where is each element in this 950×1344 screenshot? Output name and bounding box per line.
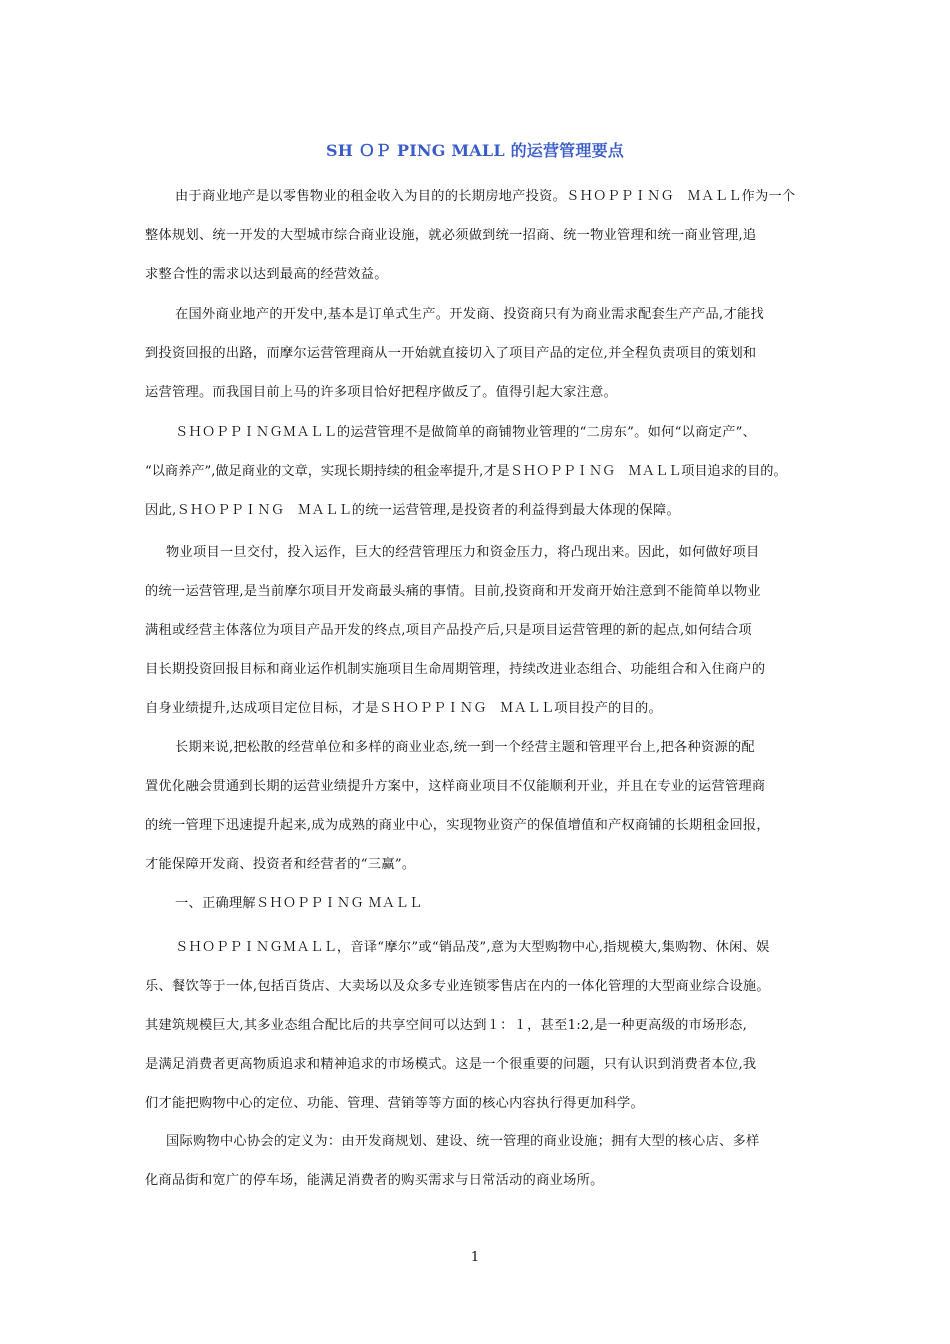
page-number: 1 — [470, 1250, 480, 1265]
paragraph-line: 其建筑规模巨大,其多业态组合配比后的共享空间可以达到１：１，甚至1:2,是一种更高级的市场形态, — [145, 1018, 748, 1033]
section-heading — [145, 884, 817, 923]
paragraph — [145, 928, 817, 1123]
paragraph-line: 的统一管理下迅速提升起来,成为成熟的商业中心，实现物业资产的保值增值和产权商铺的长期租金回报， — [145, 818, 770, 833]
paragraph-line: 自身业绩提升,达成项目定位目标，才是ＳＨＯＰＰＩＮＧ ＭＡＬＬ项目投产的目的。 — [145, 701, 663, 716]
paragraph-line: “以商养产”,做足商业的文章，实现长期持续的租金率提升,才是ＳＨＯＰＰＩＮＧ ＭＡＬＬ项目追求的目的。 — [145, 464, 787, 479]
paragraph-line: 整体规划、统一开发的大型城市综合商业设施，就必须做到统一招商、统一物业管理和统一商业管理,追 — [145, 228, 757, 243]
paragraph-line: 满租或经营主体落位为项目产品开发的终点,项目产品投产后,只是项目运营管理的新的起点,如何结合项 — [145, 623, 752, 638]
paragraph-line: 求整合性的需求以达到最高的经营效益。 — [145, 267, 388, 282]
paragraph-line: 因此,ＳＨＯＰＰＩＮＧ ＭＡＬＬ的统一运营管理,是投资者的利益得到最大体现的保障。 — [145, 503, 680, 518]
paragraph — [145, 177, 817, 294]
document-title: SH ＯＰ PING MALL 的运营管理要点 — [326, 141, 624, 160]
paragraph-line: 才能保障开发商、投资者和经营者的“三赢”。 — [145, 857, 416, 872]
paragraph — [145, 413, 817, 530]
paragraph — [145, 728, 817, 884]
paragraph-line: 目长期投资回报目标和商业运作机制实施项目生命周期管理，持续改进业态组合、功能组合和入住商户的 — [145, 662, 766, 677]
paragraph-line: ＳＨＯＰＰＩＮＧＭＡＬＬ，音译“摩尔”或“销品茂”,意为大型购物中心,指规模大,集购物、休闲、娱 — [175, 940, 770, 955]
paragraph-line: 是满足消费者更高物质追求和精神追求的市场模式。这是一个很重要的问题，只有认识到消费者本位,我 — [145, 1057, 757, 1072]
paragraph-line: 化商品街和宽广的停车场，能满足消费者的购买需求与日常活动的商业场所。 — [145, 1173, 604, 1188]
paragraph-line: 国际购物中心协会的定义为：由开发商规划、建设、统一管理的商业设施；拥有大型的核心店、多样 — [166, 1134, 760, 1149]
paragraph-line: 运营管理。而我国目前上马的许多项目恰好把程序做反了。值得引起大家注意。 — [145, 385, 618, 400]
paragraph — [145, 533, 817, 728]
paragraph-line: 物业项目一旦交付，投入运作，巨大的经营管理压力和资金压力，将凸现出来。因此，如何做好项目 — [166, 545, 760, 560]
paragraph-line: 乐、餐饮等于一体,包括百货店、大卖场以及众多专业连锁零售店在内的一体化管理的大型商业综合设施。 — [145, 979, 770, 994]
paragraph-line: 在国外商业地产的开发中,基本是订单式生产。开发商、投资商只有为商业需求配套生产产品,才能找 — [175, 307, 764, 322]
paragraph-line: ＳＨＯＰＰＩＮＧＭＡＬＬ的运营管理不是做简单的商铺物业管理的“二房东”。如何“以商定产”、 — [175, 425, 757, 440]
paragraph — [145, 295, 817, 412]
paragraph-line: 们才能把购物中心的定位、功能、管理、营销等等方面的核心内容执行得更加科学。 — [145, 1096, 645, 1111]
paragraph-line: 由于商业地产是以零售物业的租金收入为目的的长期房地产投资。ＳＨＯＰＰＩＮＧ ＭＡＬＬ作为一个 — [175, 189, 796, 204]
paragraph-line: 长期来说,把松散的经营单位和多样的商业业态,统一到一个经营主题和管理平台上,把各种资源的配 — [175, 740, 755, 755]
section-heading-text: 一、正确理解ＳＨＯＰＰＩＮＧ ＭＡＬＬ — [175, 896, 423, 911]
paragraph-line: 置优化融会贯通到长期的运营业绩提升方案中，这样商业项目不仅能顺利开业，并且在专业的运营管理商 — [145, 779, 766, 794]
paragraph — [145, 1122, 817, 1200]
paragraph-line: 的统一运营管理,是当前摩尔项目开发商最头痛的事情。目前,投资商和开发商开始注意到不能简单以物业 — [145, 584, 761, 599]
paragraph-line: 到投资回报的出路，而摩尔运营管理商从一开始就直接切入了项目产品的定位,并全程负责项目的策划和 — [145, 346, 757, 361]
